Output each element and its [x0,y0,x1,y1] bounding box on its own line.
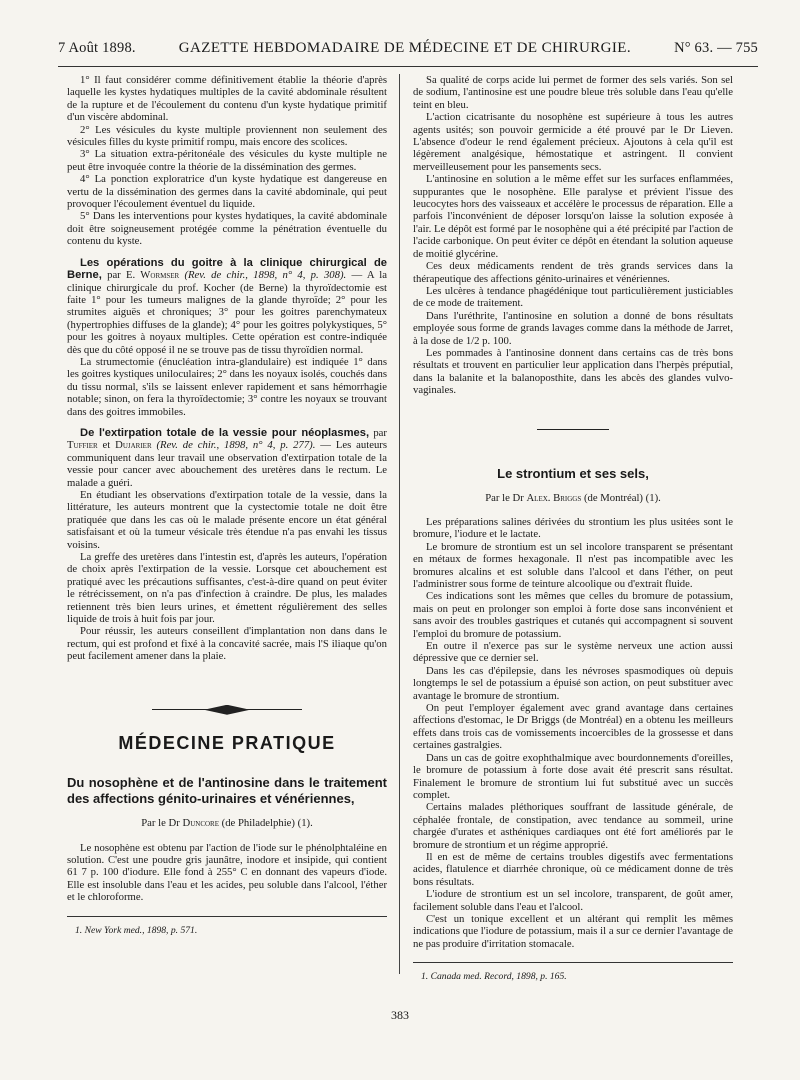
antinosine-paragraph-1: Sa qualité de corps acide lui permet de former des sels variés. Son sel de sodium, l'antinosine est une poudre bleue très soluble dans l'eau qu'elle teint en bleu. [413,74,733,111]
kyste-point-2: 2° Les vésicules du kyste multiple proviennent non seulement des vésicules filles du kyste primitif rompu, mais encore des scolices. [67,123,387,149]
strontium-byline-suffix: (de Montréal) (1). [581,491,661,504]
goitre-by: par [101,269,127,282]
goitre-author: E. Wormser [126,269,180,282]
vessie-paragraph-3: La greffe des uretères dans l'intestin est, d'après les auteurs, l'opération de choix après l'extirpation de la vessie. Lorsque cet abouchement est pratiqué avec les précautions suffisantes, c'est-à-dire quand on peut éviter le rétrécissement, on n'a pas d'infection à craindre. De plus, les malades retiennent très bien leurs urines, et émettent régulièrement des selles liquide de trois à huit fois par jour. [67,551,387,626]
antinosine-paragraph-4: Ces deux médicaments rendent de très grands services dans la thérapeutique des affections génito-urinaires et vénériennes. [413,260,733,285]
strontium-paragraph-1: Les préparations salines dérivées du strontium les plus usitées sont le bromure, l'iodure et le lactate. [413,515,733,541]
byline-suffix: (de Philadelphie) (1). [218,817,313,830]
strontium-paragraph-4: En outre il n'exerce pas sur le système nerveux une action aussi dépressive que ce dernier sel. [413,640,733,665]
strontium-paragraph-10: L'iodure de strontium est un sel incolore, transparent, de goût amer, facilement soluble dans l'eau et l'alcool. [413,888,733,913]
footnote-rule [67,916,387,917]
strontium-byline-prefix: Par le Dr [485,491,527,504]
strontium-byline [413,492,733,504]
vessie-author-1: Tuffier [67,439,98,452]
vessie-and: et [97,439,116,452]
strontium-paragraph-3: Ces indications sont les mêmes que celles du bromure de potassium, mais on peut en prolonger son emploi à forte dose sans inconvénient et sans avoir des troubles gastriques et cutanés qui accompagnent si souvent l'emploi du bromure de potassium. [413,590,733,640]
goitre-heading: Les opérations du goitre à la clinique chirurgical de Berne, [67,256,387,282]
vessie-citation: (Rev. de chir., 1898, n° 4, p. 277). [151,439,316,452]
strontium-paragraph-8: Certains malades pléthoriques souffrant de lassitude générale, de céphalée frontale, de constipation, avec tendance au sommeil, urine chargée d'urates et asthéniques cardiaques ont été fort améliorés par le bromure de strontium et un régime approprié. [413,801,733,851]
strontium-title: Le strontium et ses sels, [497,465,649,481]
page-number: 383 [391,1008,409,1022]
kyste-point-5: 5° Dans les interventions pour kystes hydatiques, la cavité abdominale doit être soigneusement protégée comme la pénétration éventuelle du contenu du kyste. [67,210,387,248]
antinosine-paragraph-2: L'action cicatrisante du nosophène est supérieure à tous les autres agents usités; son pouvoir germicide a été prouvé par le Dr Lieven. L'absence d'odeur le rend également précieux. Ajoutons à cela qu'il est légèrement analgésique, hémostatique et astringent. Il convient merveilleusement pour les pansements secs. [413,111,733,173]
vessie-heading: De l'extirpation totale de la vessie pour néoplasmes, [80,426,370,439]
running-header [58,40,758,64]
strontium-paragraph-2: Le bromure de strontium est un sel incolore transparent se présentant en métaux de formes hexagonale. Il n'est pas incompatible avec les bromures alcalins et est soluble dans l'alcool et dans l'éther, on peut l'administrer sous forme de teinture alcoolique ou d'extrait fluide. [413,540,733,590]
strontium-paragraph-6: On peut l'employer également avec grand avantage dans certaines affections d'estomac, le Dr Briggs (de Montréal) en a obtenu les meilleurs effets dans trois cas de vomissements incoercibles de la grossesse et dans certaines gastralgies. [413,702,733,752]
nosophene-title: Du nosophène et de l'antinosine dans le traitement des affections génito-urinaires et vénériennes, [67,775,387,807]
section-title: MÉDECINE PRATIQUE [118,732,336,753]
strontium-paragraph-5: Dans les cas d'épilepsie, dans les névroses spasmodiques où depuis longtemps le sel de potassium a épuisé son action, on peut substituer avec avantage le bromure de strontium. [413,664,733,702]
vessie-article [67,427,387,489]
vessie-by: par [369,426,387,439]
section-ornament [152,707,302,713]
nosophene-byline [67,817,387,829]
right-column [413,74,733,984]
strontium-paragraph-9: Il en est de même de certains troubles digestifs avec fermentations acides, flatulence et diarrhée chronique, où ce médicament donne de très bons résultats. [413,850,733,888]
vessie-paragraph-2: En étudiant les observations d'extirpation totale de la vessie, dans la littérature, les auteurs montrent que la cystectomie totale ne doit être pratiquée que dans les cas où le malade présente encore un état général satisfaisant et où la tumeur vésicale très étendue n'a pas envahi les tissus voisins. [67,489,387,551]
antinosine-paragraph-6: Dans l'uréthrite, l'antinosine en solution a donné de bons résultats employée sous forme de grands lavages comme dans la méthode de Jarret, à la dose de 1/2 p. 100. [413,309,733,347]
goitre-article [67,257,387,356]
strontium-paragraph-7: Dans un cas de goitre exophthalmique avec bourdonnements d'oreilles, le bromure de potassium à forte dose avait été prescrit sans résultat. Finalement le bromure de strontium lui fut substitué avec un succès complet. [413,751,733,801]
column-divider [399,74,400,974]
kyste-point-4: 4° La ponction exploratrice d'un kyste hydatique est dangereuse en vertu de la dissémination des germes dans la cavité abdominale, qui peut provoquer l'écoulement éventuel du liquide. [67,173,387,211]
footnote-left: 1. New York med., 1898, p. 571. [75,924,198,936]
antinosine-paragraph-5: Les ulcères à tendance phagédénique tout particulièrement justiciables de ce mode de traitement. [413,284,733,310]
nosophene-paragraph-1: Le nosophène est obtenu par l'action de l'iode sur le phénolphtaléine en solution. C'est une poudre gris jaunâtre, inodore et insipide, qui contient 61 7 p. 100 d'iodure. Elle fond à 255° C en donnant des vapeurs d'iode. Elle est insoluble dans l'eau et les acides, peu soluble dans l'alcool, l'éther et le chloroforme. [67,841,387,904]
left-column [67,74,387,937]
kyste-point-3: 3° La situation extra-péritonéale des vésicules du kyste multiple ne peut être invoquée contre la théorie de la dissémination des germes. [67,148,387,173]
byline-author: Duncore [182,817,219,830]
header-date: 7 Août 1898. [58,40,136,56]
goitre-citation: (Rev. de chir., 1898, n° 4, p. 308). [179,269,347,282]
byline-prefix: Par le Dr [141,817,183,830]
article-separator [537,429,609,430]
kyste-point-1: 1° Il faut considérer comme définitivement établie la théorie d'après laquelle les kystes hydatiques multiples de la cavité abdominale résultent de la rupture et de l'écoulement du contenu d'un kyste hydatique primitif d'un viscère abdominal. [67,74,387,124]
vessie-body: — Les auteurs communiquent dans leur travail une observation d'extirpation totale de la vessie pour cancer avec abouchement des uretères dans le rectum. Le malade a guéri. [67,439,388,489]
journal-title: GAZETTE HEBDOMADAIRE DE MÉDECINE ET DE CHIRURGIE. [178,40,631,56]
vessie-author-2: Dujarier [115,439,152,452]
antinosine-paragraph-3: L'antinosine en solution a le même effet sur les surfaces enflammées, suppurantes que le nosophène. Elle paralyse et prévient l'issue des leucocytes hors des vaisseaux et accélère le processus de réparation. Elle a parfois l'inconvénient de déposer lorsqu'on laisse la solution exposée à l'air. Le dépôt est formé par le nosophène qui a été précipité par l'action de l'acide carbonique. On peut éviter ce dépôt en étendant la solution aqueuse de moitié glycérine. [413,173,733,260]
goitre-body: — A la clinique chirurgicale du prof. Kocher (de Berne) la thyroïdectomie est faite 1° pour les tumeurs malignes de la glande thyroïde; 2° pour les strumites aiguës et chroniques; 3° pour les goitres parenchymateux (hypertrophies diffuses de la glande); 4° pour les goitres polykystiques, 5° pour les goitres à noyaux multiples. Cette opération est contre-indiquée dès que du côté opposé il ne se trouve pas de tissu thyroïdien normal. [67,269,387,356]
footnote-rule-right [413,962,733,963]
goitre-paragraph-2: La strumectomie (énucléation intra-glandulaire) est indiquée 1° dans les goitres kystiques uniloculaires; 2° dans les noyaux isolés, couchés dans du tissu normal, s'ils se laissent enlever rapidement et sans hémorrhagie notable; sinon, on fera la thyroïdectomie; 3° contre les noyaux se trouvant dans des goitres immobiles. [67,355,387,418]
vessie-paragraph-4: Pour réussir, les auteurs conseillent d'implantation non dans dans le rectum, qui est profond et fixé à la concavité sacrée, mais l'S iliaque qu'on peut facilement amener dans la plaie. [67,625,387,663]
strontium-paragraph-11: C'est un tonique excellent et un altérant qui remplit les mêmes indications que l'iodure de potassium, mais il a sur ce dernier l'avantage de ne pas produire d'irritation stomacale. [413,912,733,950]
footnote-right: 1. Canada med. Record, 1898, p. 165. [421,971,567,983]
strontium-byline-author: Alex. Briggs [526,491,582,504]
antinosine-paragraph-7: Les pommades à l'antinosine donnent dans certains cas de très bons résultats et trouvent en particulier leur application dans l'herpès préputial, dans la balanite et la balanoposthite, dans les abcès des glandes vulvo-vaginales. [413,346,733,397]
header-rule [58,66,758,67]
header-issue-page: N° 63. — 755 [674,40,758,56]
